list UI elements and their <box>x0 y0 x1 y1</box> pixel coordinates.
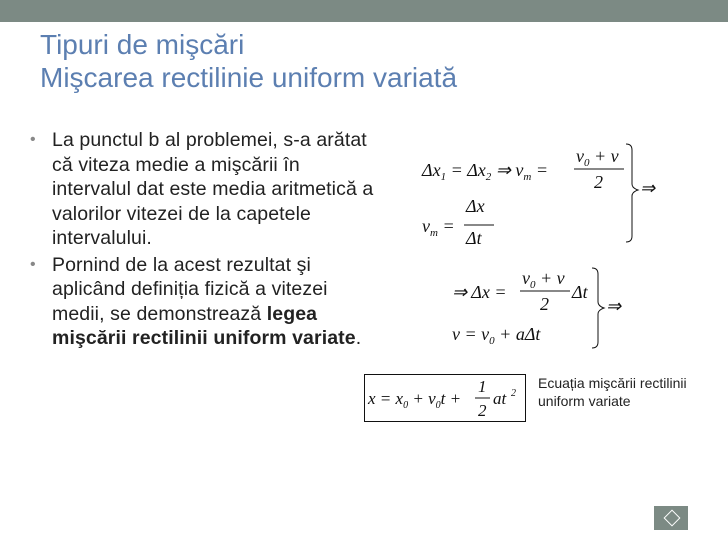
bullet-2-end: . <box>355 327 362 349</box>
bullet-1-text: La punctul b al problemei, s-a arătat că viteza medie a mişcării în intervalul dat este media aritmetică a valorilor vitezei de la capetele intervalului. <box>52 129 374 249</box>
bullet-2-bold: legea mişcării rectilinii uniform variate <box>52 302 356 349</box>
svg-text:x = x0 + v0t +: $x = x_0 + v_0t$ + <box>368 389 462 411</box>
svg-text:⇒: ⇒ <box>606 296 622 316</box>
top-bar <box>0 0 728 22</box>
svg-text:Δx: Δx <box>466 196 485 216</box>
svg-text:Δt: Δt <box>466 228 482 248</box>
title-line-2: Mişcarea rectilinie uniform variată <box>40 62 458 93</box>
svg-text:1: 1 <box>478 377 487 396</box>
equation-caption: Ecuația mişcării rectilinii uniform variate <box>538 375 687 409</box>
equation-system-2 <box>450 266 650 350</box>
title-line-1: Tipuri de mişcări <box>40 29 245 60</box>
svg-text:v0 + v: $v_0 + v$ <box>576 146 619 169</box>
bullet-2-text: Pornind de la acest rezultat şi aplicând definiția fizică a vitezei medii, se demonstrează <box>52 253 328 325</box>
slide-title <box>40 28 700 94</box>
equation-system-1 <box>418 140 658 250</box>
svg-text:at: at <box>493 389 507 408</box>
svg-text:2: 2 <box>511 388 516 399</box>
svg-text:2: 2 <box>594 172 603 192</box>
bullet-list <box>30 128 380 353</box>
motion-law-equation <box>364 374 526 422</box>
svg-text:2: 2 <box>540 294 549 314</box>
svg-text:Δx1 = Δx2 ⇒ vm =: $\Delta x_1 = \Delta x_2$ ⇒ $v_m$ = <box>422 160 548 183</box>
bullet-1 <box>30 128 380 251</box>
bullet-2 <box>30 253 380 351</box>
svg-text:⇒: ⇒ <box>640 178 656 198</box>
svg-text:vm =: $v_m$ = <box>422 216 455 239</box>
bullet-icon: • <box>30 131 36 148</box>
bullet-icon: • <box>30 255 36 273</box>
svg-text:2: 2 <box>478 401 487 420</box>
svg-text:v = v0 + aΔt: $v = v_0 + a\Delta t$ <box>452 324 541 347</box>
svg-text:⇒ Δx =: ⇒ Δx = <box>452 282 507 302</box>
svg-text:Δt: Δt <box>572 282 588 302</box>
svg-text:v0 + v: $v_0 + v$ <box>522 268 565 291</box>
